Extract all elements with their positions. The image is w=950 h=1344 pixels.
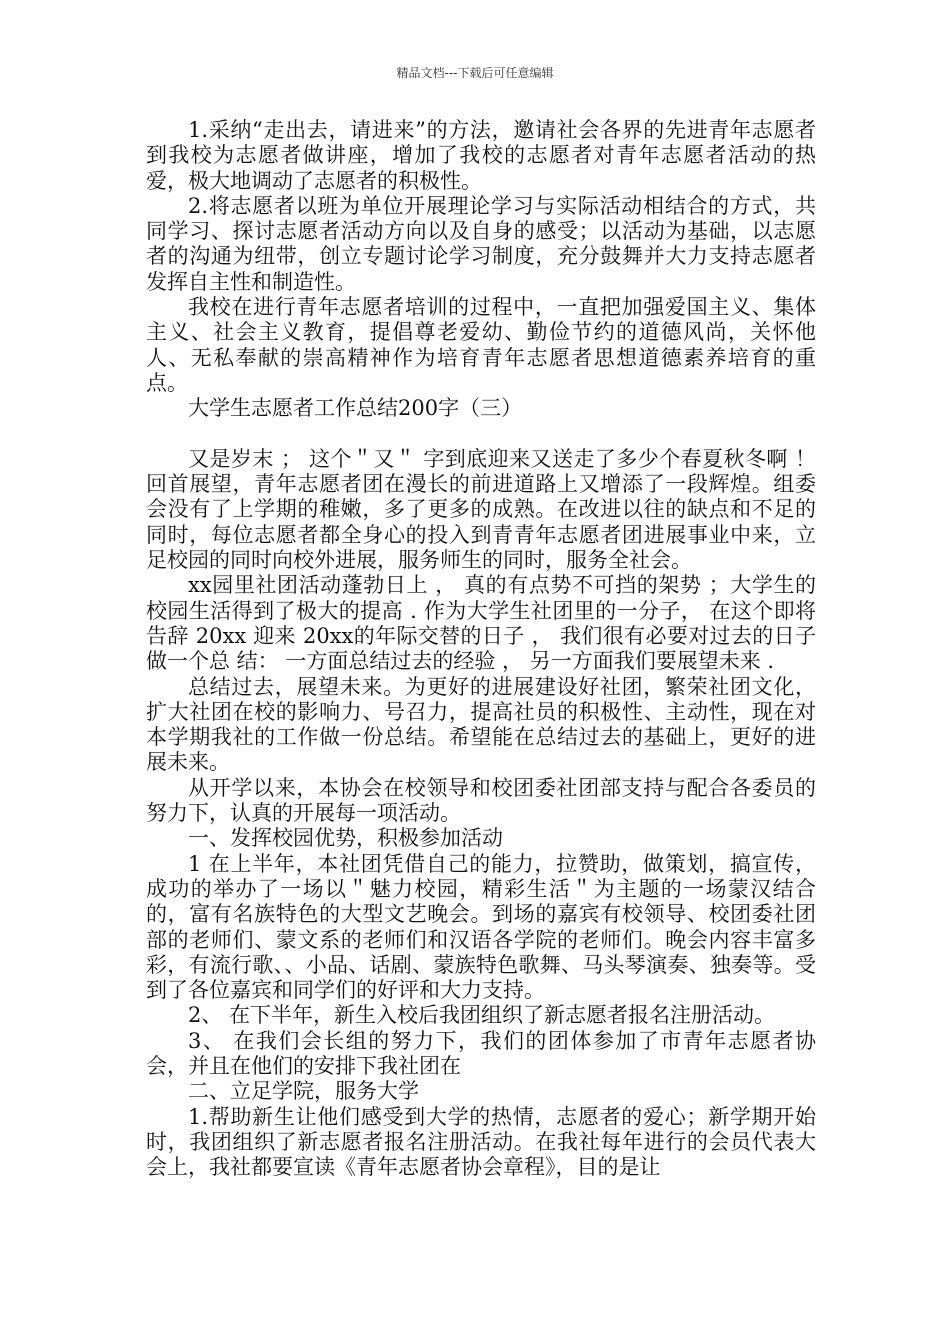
paragraph: 我校在进行青年志愿者培训的过程中，一直把加强爱国主义、集体主义、社会主义教育，提倡尊老爱幼、勤俭节约的道德风尚，关怀他人、无私奉献的崇高精神作为培育青年志愿者思想道德素养培育的重点。: [146, 295, 816, 395]
paragraph: 2、 在下半年，新生入校后我团组织了新志愿者报名注册活动。: [188, 1003, 776, 1028]
paragraph: 2.将志愿者以班为单位开展理论学习与实际活动相结合的方式，共同学习、探讨志愿者活动方向以及自身的感受；以活动为基础，以志愿者的沟通为纽带，创立专题讨论学习制度，充分鼓舞并大力支持志愿者发挥自主性和制造性。: [146, 193, 816, 294]
blank-line: [146, 422, 816, 447]
page-header: 精品文档---下载后可任意编辑: [396, 66, 554, 80]
section-title: 大学生志愿者工作总结200字（三）: [188, 396, 523, 421]
paragraph: 总结过去，展望未来。为更好的进展建设好社团，繁荣社团文化，扩大社团在校的影响力、号召力，提高社员的积极性、主动性，现在对本学期我社的工作做一份总结。希望能在总结过去的基础上，更好的进展未来。: [146, 674, 816, 775]
paragraph: xx园里社团活动蓬勃日上 ， 真的有点势不可挡的架势 ；大学生的校园生活得到了极大的提高 . 作为大学生社团里的一分子， 在这个即将告辞 20xx 迎来 20xx的年际交替的日子 ， 我们很有必要对过去的日子做一个总 结： 一方面总结过去的经验 ， 另一方面我们要展望未来 .: [146, 573, 816, 674]
paragraph: 从开学以来，本协会在校领导和校团委社团部支持与配合各委员的努力下，认真的开展每一项活动。: [146, 775, 816, 826]
paragraph: 1.帮助新生让他们感受到大学的热情，志愿者的爱心；新学期开始时，我团组织了新志愿者报名注册活动。在我社每年进行的会员代表大会上，我社都要宣读《青年志愿者协会章程》，目的是让: [146, 1104, 816, 1180]
document-body: [146, 118, 816, 1180]
paragraph: 1.采纳“走出去，请进来”的方法，邀请社会各界的先进青年志愿者到我校为志愿者做讲座，增加了我校的志愿者对青年志愿者活动的热爱，极大地调动了志愿者的积极性。: [146, 118, 816, 193]
paragraph: 又是岁末 ； 这个＂又＂ 字到底迎来又送走了多少个春夏秋冬啊 ！ 回首展望，青年志愿者团在漫长的前进道路上又增添了一段辉煌。组委会没有了上学期的稚嫩，多了更多的成熟。在改进以往的缺点和不足的同时，每位志愿者都全身心的投入到青青年志愿者团进展事业中来，立足校园的同时向校外进展，服务师生的同时，服务全社会。: [146, 446, 816, 573]
section-heading: 一、发挥校园优势，积极参加活动: [188, 826, 503, 851]
paragraph: 1 在上半年，本社团凭借自己的能力，拉赞助，做策划，搞宣传，成功的举办了一场以＂魅力校园，精彩生活＂为主题的一场蒙汉结合的，富有名族特色的大型文艺晚会。到场的嘉宾有校领导、校团委社团部的老师们、蒙文系的老师们和汉语各学院的老师们。晚会内容丰富多彩，有流行歌、、小品、话剧、蒙族特色歌舞、马头琴演奏、独奏等。受到了各位嘉宾和同学们的好评和大力支持。: [146, 851, 816, 1003]
section-heading: 二、立足学院，服务大学: [188, 1079, 419, 1104]
paragraph: 3、 在我们会长组的努力下，我们的团体参加了市青年志愿者协会，并且在他们的安排下我社团在: [146, 1028, 816, 1078]
